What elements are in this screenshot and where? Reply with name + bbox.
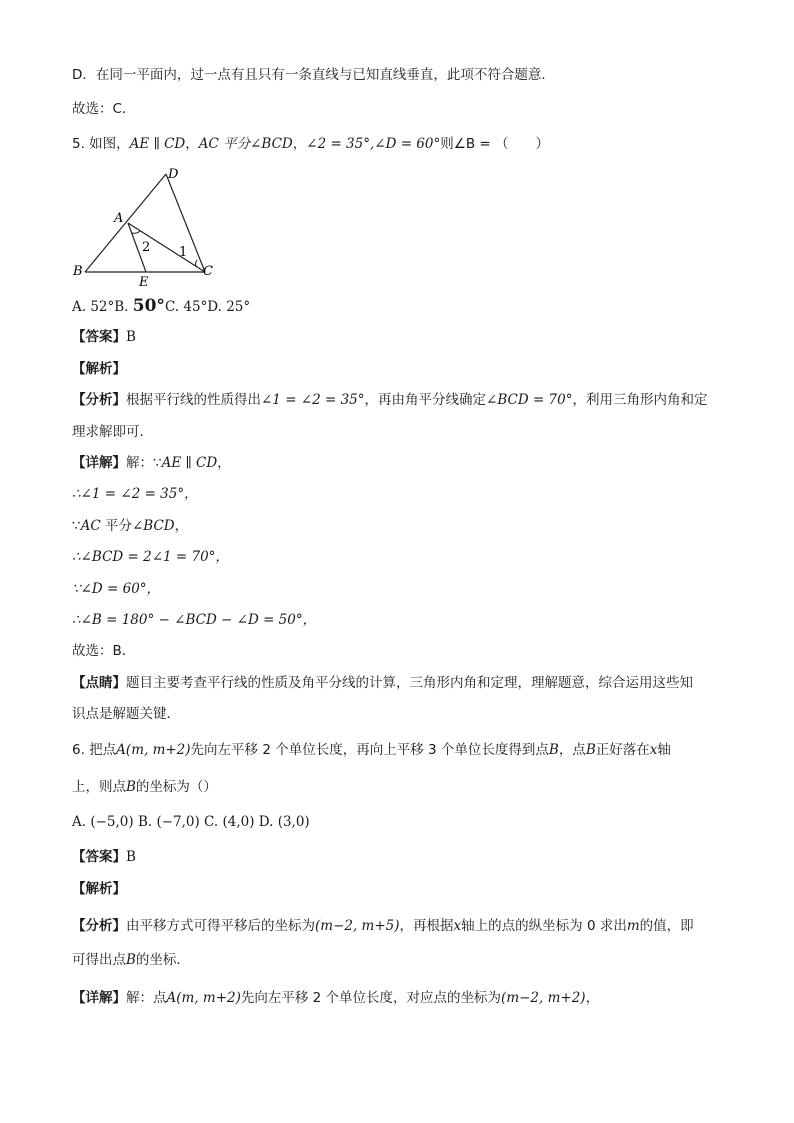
answer-tag: 【答案】 [72, 329, 126, 345]
q5-number: 5. 如图， [72, 136, 130, 152]
xiangjie-text: 解：点 [126, 990, 167, 1006]
fenxi-math: ∠1 = ∠2 = 35° [261, 392, 365, 408]
q5-dianjing-line2: 识点是解题关键． [72, 706, 180, 722]
fenxi-text: ，利用三角形内角和定 [572, 392, 708, 408]
q6-analysis-heading: 【解析】 [72, 881, 126, 897]
xiangjie-text: ， [585, 990, 600, 1006]
xiangjie-math: (m−2, m+2) [501, 990, 586, 1006]
fenxi-text: ，再由角平分线确定 [364, 392, 487, 408]
q5-bisect: AC 平分∠BCD [198, 136, 293, 152]
fenxi-math: m [626, 918, 640, 934]
fenxi-text: 可得出点 [72, 952, 126, 968]
step-text: ∵ [72, 518, 81, 534]
fenxi-math: (m−2, m+5) [315, 918, 400, 934]
q5-xiangjie-line1 [72, 454, 231, 472]
fenxi-math: B [126, 952, 136, 968]
q5-step4: ∴∠BCD = 2∠1 = 70°， [72, 549, 229, 565]
angle-2-arc [132, 231, 140, 233]
q6-math: B [585, 742, 596, 758]
step-math: ∠BCD [131, 518, 175, 534]
selection-line: 故选：C． [72, 101, 136, 117]
q5-options-a: A. 52°B. [72, 299, 133, 315]
q5-dianjing-line1 [72, 674, 693, 692]
q5-ask: 则∠B = （ ） [440, 136, 550, 152]
q5-fenxi-line1 [72, 391, 708, 409]
fenxi-text: ，再根据 [399, 918, 454, 934]
q6-fenxi-line2 [72, 951, 190, 969]
q6-math: B [548, 742, 559, 758]
q6-stem-line2 [72, 778, 217, 796]
fenxi-text: 根据平行线的性质得出 [126, 392, 261, 408]
q5-options-b: 50° [132, 296, 165, 316]
fenxi-tag: 【分析】 [72, 392, 126, 408]
step-math: AC [80, 518, 101, 534]
label-a: A [114, 211, 124, 226]
xiangjie-text: 先向左平移 2 个单位长度，对应点的坐标为 [240, 990, 502, 1006]
step-text: 平分 [100, 518, 132, 534]
q5-step5: ∵∠D = 60°， [72, 581, 161, 597]
answer-value: B [126, 329, 136, 345]
q6-xiangjie-line1 [72, 989, 599, 1007]
label-b: B [73, 264, 83, 279]
option-d-explanation: D．在同一平面内，过一点有且只有一条直线与已知直线垂直，此项不符合题意． [72, 67, 555, 83]
q5-parallel: AE ∥ CD [129, 136, 186, 152]
xiangjie-text: 解：∵ [126, 455, 162, 471]
triangle-figure [68, 162, 228, 290]
label-e: E [139, 275, 149, 290]
q6-answer [72, 848, 136, 866]
q5-selection: 故选：B． [72, 643, 136, 659]
q5-answer [72, 328, 136, 346]
q6-fenxi-line1 [72, 917, 694, 935]
q5-sep: ， [292, 136, 307, 152]
q6-text: 正好落在 [595, 742, 650, 758]
q6-text: ，点 [558, 742, 586, 758]
fenxi-text: 轴上的点的纵坐标为 0 求出 [461, 918, 627, 934]
q5-step3 [72, 517, 188, 535]
q5-options-cd: C. 45°D. 25° [164, 299, 251, 315]
q5-options [72, 297, 250, 316]
fenxi-text: 的坐标． [135, 952, 190, 968]
q5-fenxi-line2: 理求解即可． [72, 424, 153, 440]
xiangjie-tag: 【详解】 [72, 990, 126, 1006]
q5-sep: ， [185, 136, 199, 152]
q6-text: 先向左平移 2 个单位长度，再向上平移 3 个单位长度得到点 [190, 742, 549, 758]
label-c: C [203, 264, 213, 279]
label-angle-1: 1 [179, 245, 188, 260]
label-d: D [168, 167, 179, 182]
q5-step6: ∴∠B = 180° − ∠BCD − ∠D = 50°， [72, 612, 317, 628]
fenxi-tag: 【分析】 [72, 918, 126, 934]
q6-math: x [649, 742, 658, 758]
fenxi-math: x [453, 918, 462, 934]
xiangjie-math: AE ∥ CD [161, 455, 218, 471]
q5-conditions: ∠2 = 35°,∠D = 60° [306, 136, 441, 152]
label-angle-2: 2 [142, 240, 151, 255]
xiangjie-text: ， [217, 455, 231, 471]
xiangjie-math: A(m, m+2) [166, 990, 241, 1006]
q5-stem [72, 135, 549, 153]
angle-1-arc [196, 260, 198, 267]
segment-ac [128, 223, 205, 272]
dianjing-text: 题目主要考查平行线的性质及角平分线的计算，三角形内角和定理，理解题意，综合运用这些知 [126, 675, 693, 691]
answer-value: B [126, 849, 136, 865]
segment-bd [85, 174, 166, 272]
step-text: ， [174, 518, 189, 534]
q6-options: A. (−5,0) B. (−7,0) C. (4,0) D. (3,0) [72, 814, 310, 830]
xiangjie-tag: 【详解】 [72, 455, 126, 471]
q5-analysis-heading: 【解析】 [72, 361, 126, 377]
q6-text: 轴 [657, 742, 671, 758]
dianjing-tag: 【点睛】 [72, 675, 126, 691]
q5-step2: ∴∠1 = ∠2 = 35°， [72, 486, 198, 502]
q6-text: 6. 把点 [72, 742, 117, 758]
fenxi-text: 的值，即 [639, 918, 694, 934]
q6-math: B [126, 779, 136, 795]
q6-stem-line1 [72, 741, 671, 759]
q6-text: 上，则点 [72, 779, 126, 795]
q6-math: A(m, m+2) [116, 742, 191, 758]
fenxi-math: ∠BCD = 70° [486, 392, 573, 408]
fenxi-text: 由平移方式可得平移后的坐标为 [126, 918, 315, 934]
q6-text: 的坐标为（） [135, 779, 217, 795]
answer-tag: 【答案】 [72, 849, 126, 865]
